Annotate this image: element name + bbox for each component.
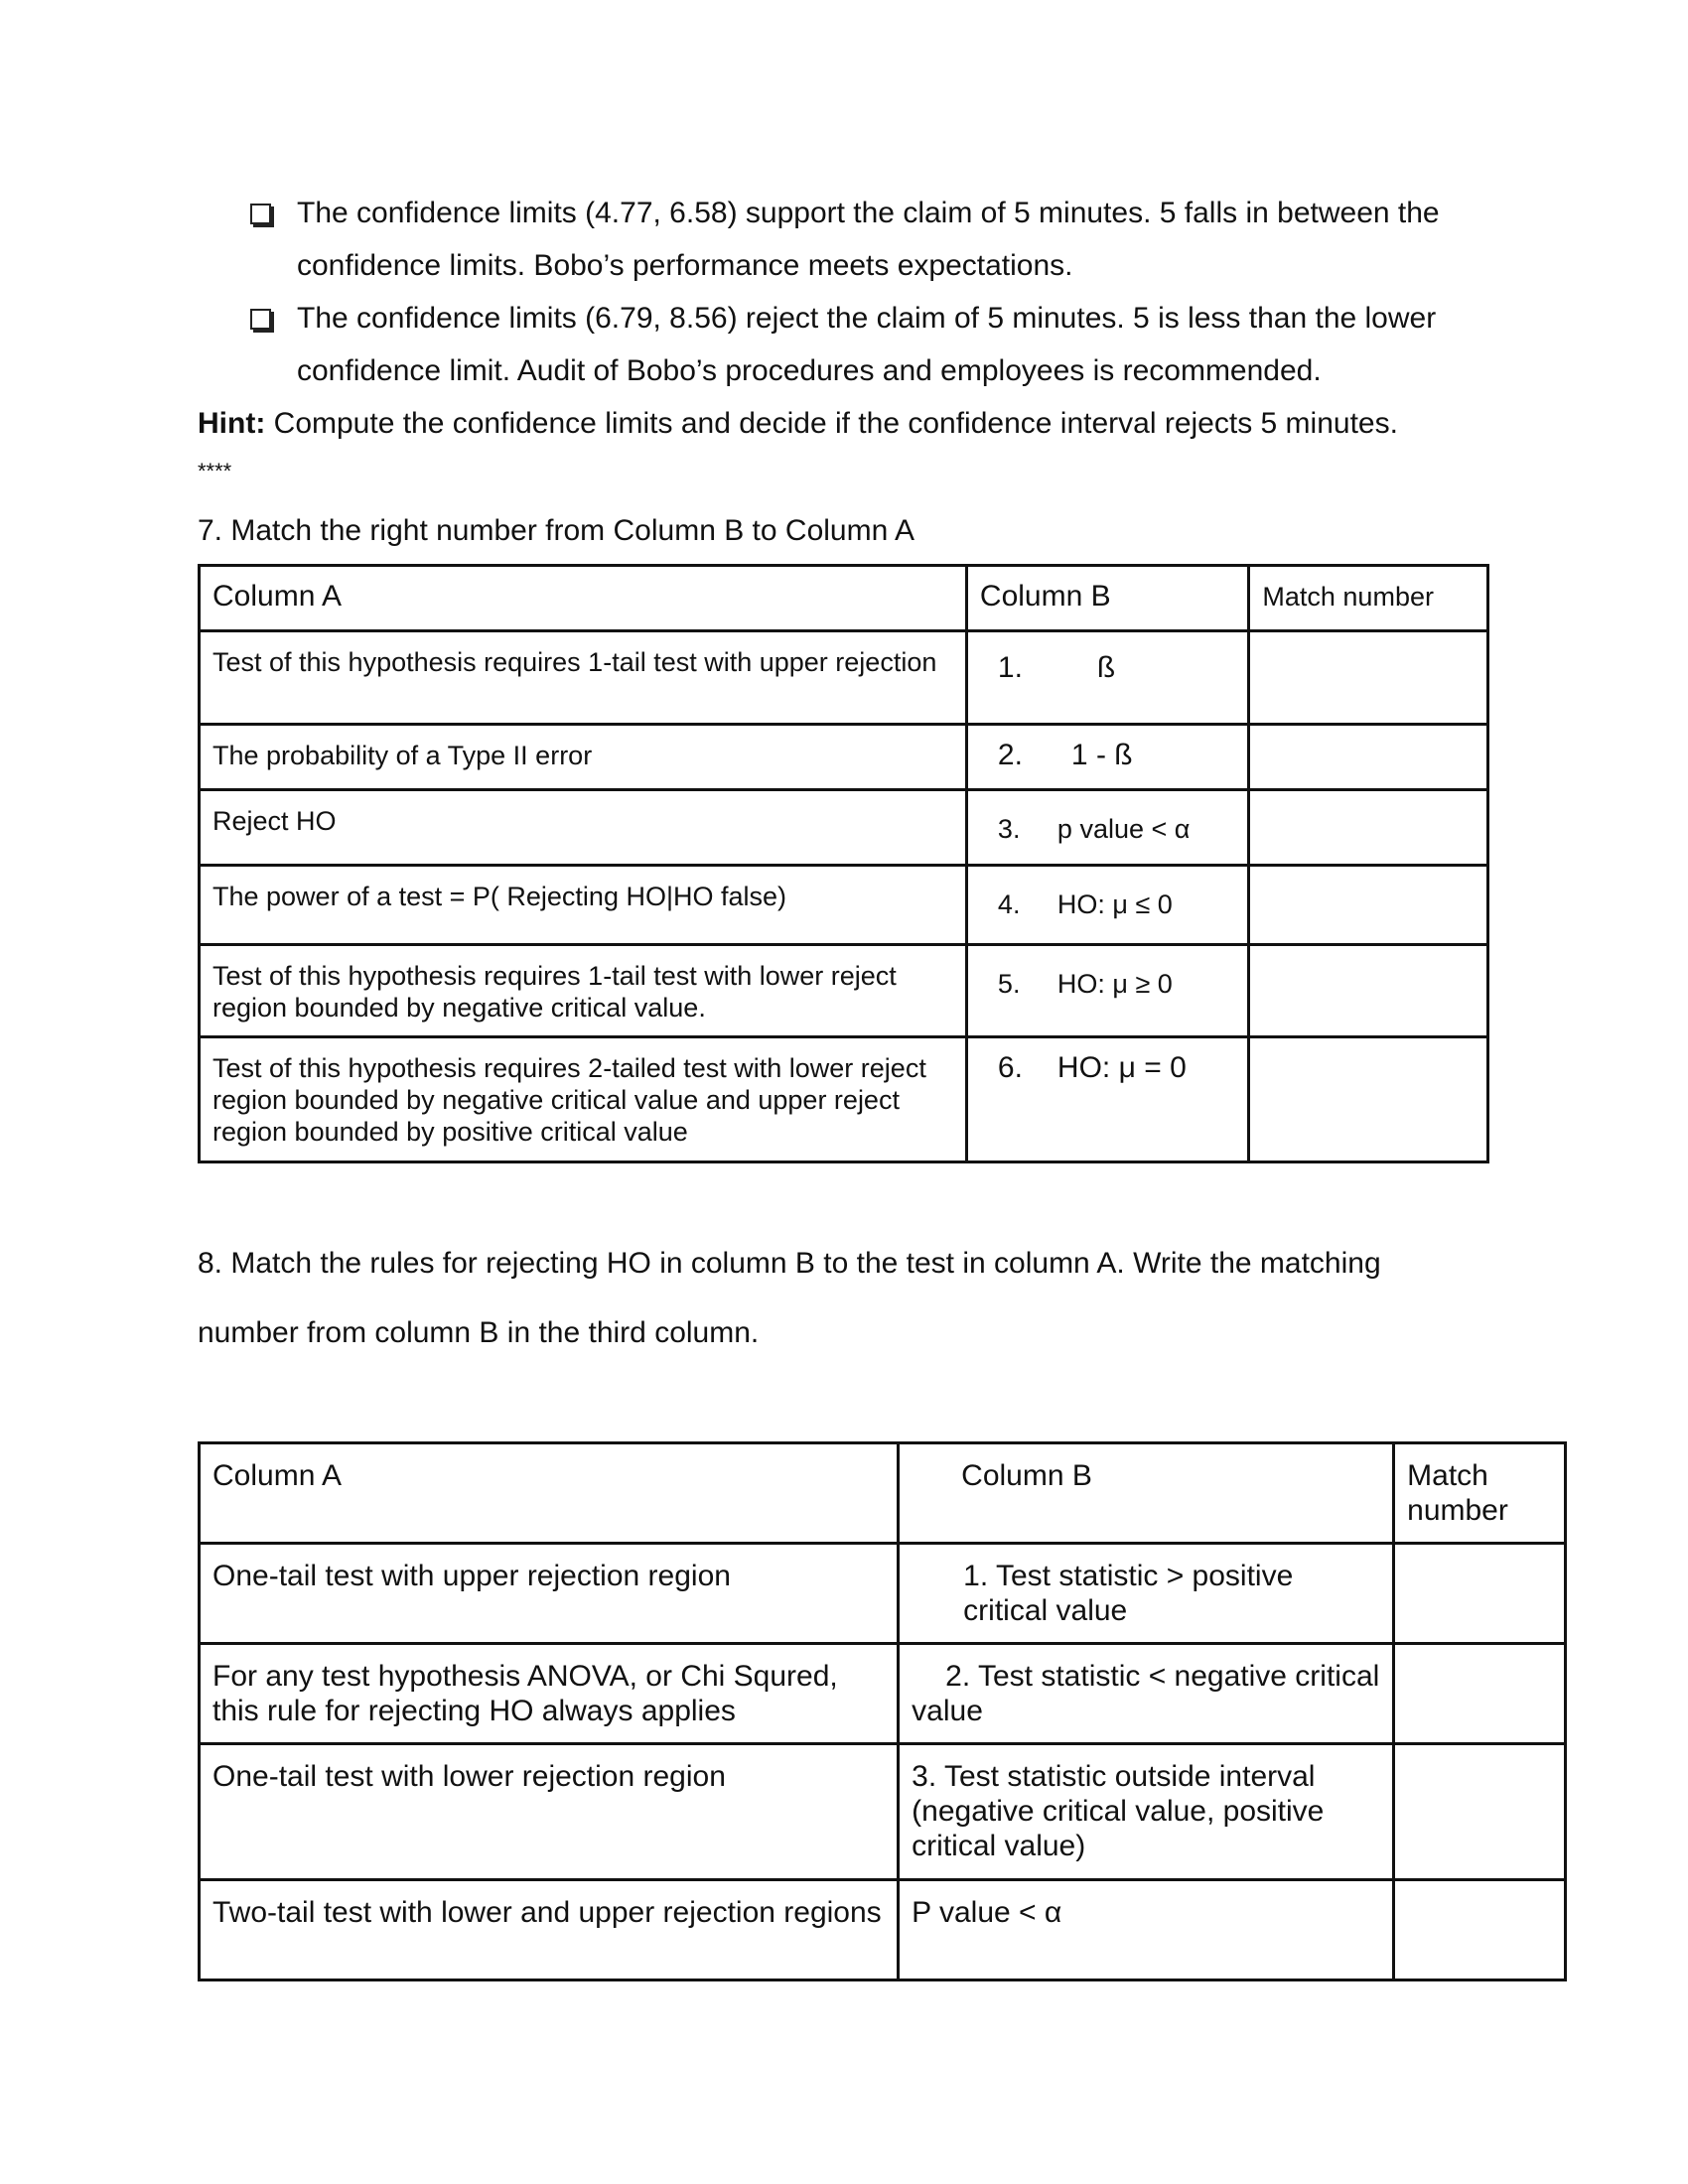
q7-cell-b xyxy=(966,790,1248,866)
q7-cell-a: Reject HO xyxy=(200,790,967,866)
q7-cell-b xyxy=(966,1037,1248,1162)
option-1-text xyxy=(297,187,1501,292)
option-1 xyxy=(250,195,1501,300)
q7-cell-b xyxy=(966,866,1248,945)
table-row xyxy=(200,866,1488,945)
checkbox-icon[interactable] xyxy=(250,309,271,330)
table-row xyxy=(200,1880,1566,1980)
q7-cell-b-text: 1 - ß xyxy=(1070,739,1133,771)
table-row xyxy=(200,725,1488,790)
option-2-text xyxy=(297,292,1501,397)
q7-title: 7. Match the right number from Column B to Column A xyxy=(198,514,914,547)
q8-cell-b: 3. Test statistic outside interval (negative critical value, positive critical value) xyxy=(899,1744,1394,1880)
table-row xyxy=(200,790,1488,866)
table-row xyxy=(200,1037,1488,1162)
table-row xyxy=(200,1544,1566,1644)
q8-cell-a: One-tail test with lower rejection region xyxy=(200,1744,899,1880)
q8-line1: 8. Match the rules for rejecting HO in column B to the test in column A. Write the matching xyxy=(198,1247,1381,1280)
q7-cell-a: Test of this hypothesis requires 2-tailed test with lower reject region bounded by negative critical value and upper reject region bounded by positive critical value xyxy=(200,1037,967,1162)
q8-header-row xyxy=(200,1443,1566,1544)
q8-cell-b: P value < α xyxy=(899,1880,1394,1980)
q7-header-col-b: Column B xyxy=(966,566,1248,631)
q8-match-cell[interactable] xyxy=(1394,1644,1566,1744)
q7-match-cell[interactable] xyxy=(1249,725,1488,790)
q7-cell-b-text: HO: μ ≥ 0 xyxy=(1056,969,1173,999)
q8-cell-a: One-tail test with upper rejection region xyxy=(200,1544,899,1644)
q8-cell-b: 1. Test statistic > positive critical value xyxy=(899,1544,1394,1644)
option-1-line1: The confidence limits (4.77, 6.58) support the claim of 5 minutes. 5 falls in between the xyxy=(297,197,1440,229)
q7-match-cell[interactable] xyxy=(1249,790,1488,866)
table-row xyxy=(200,1744,1566,1880)
q7-cell-b-text: p value < α xyxy=(1056,814,1191,844)
q8-header-col-a: Column A xyxy=(200,1443,899,1544)
q7-cell-b xyxy=(966,631,1248,725)
option-1-line2: confidence limits. Bobo’s performance meets expectations. xyxy=(297,249,1073,282)
q8-cell-a: Two-tail test with lower and upper rejection regions xyxy=(200,1880,899,1980)
q7-cell-b-num: 2. xyxy=(997,739,1023,771)
q7-match-cell[interactable] xyxy=(1249,631,1488,725)
separator: **** xyxy=(198,459,232,483)
q7-match-cell[interactable] xyxy=(1249,1037,1488,1162)
q8-cell-b: 2. Test statistic < negative critical value xyxy=(899,1644,1394,1744)
q8-table xyxy=(198,1441,1567,1981)
q7-cell-b xyxy=(966,725,1248,790)
option-2-line1: The confidence limits (6.79, 8.56) reject the claim of 5 minutes. 5 is less than the lower xyxy=(297,302,1437,335)
q7-table xyxy=(198,564,1489,1163)
q7-cell-a: The power of a test = P( Rejecting HO|HO false) xyxy=(200,866,967,945)
q7-header-match: Match number xyxy=(1249,566,1488,631)
hint-text: Compute the confidence limits and decide if the confidence interval rejects 5 minutes. xyxy=(265,407,1398,440)
q7-cell-b-num: 3. xyxy=(997,814,1021,844)
hint-line xyxy=(198,405,1508,443)
q7-cell-b-text: ß xyxy=(1096,651,1116,684)
q7-cell-b-num: 6. xyxy=(997,1051,1023,1084)
q8-header-col-b: Column B xyxy=(899,1443,1394,1544)
table-row xyxy=(200,631,1488,725)
table-row xyxy=(200,1644,1566,1744)
q8-match-cell[interactable] xyxy=(1394,1880,1566,1980)
q8-instructions xyxy=(198,1229,1508,1368)
q7-header-col-a: Column A xyxy=(200,566,967,631)
q7-cell-b-text: HO: μ = 0 xyxy=(1056,1051,1187,1084)
q7-cell-a: The probability of a Type II error xyxy=(200,725,967,790)
q8-cell-a: For any test hypothesis ANOVA, or Chi Squred, this rule for rejecting HO always applies xyxy=(200,1644,899,1744)
q7-cell-b-text: HO: μ ≤ 0 xyxy=(1056,889,1173,919)
q7-cell-b-num: 1. xyxy=(997,651,1023,684)
q7-cell-a: Test of this hypothesis requires 1-tail test with upper rejection xyxy=(200,631,967,725)
q7-cell-a: Test of this hypothesis requires 1-tail test with lower reject region bounded by negative critical value. xyxy=(200,945,967,1037)
table-row xyxy=(200,945,1488,1037)
option-2-line2: confidence limit. Audit of Bobo’s procedures and employees is recommended. xyxy=(297,354,1322,387)
q7-cell-b xyxy=(966,945,1248,1037)
q8-line2: number from column B in the third column. xyxy=(198,1316,760,1349)
hint-label: Hint: xyxy=(198,407,266,440)
option-2 xyxy=(250,300,1501,405)
q8-match-cell[interactable] xyxy=(1394,1744,1566,1880)
q7-match-cell[interactable] xyxy=(1249,866,1488,945)
checkbox-icon[interactable] xyxy=(250,204,271,224)
q7-header-row xyxy=(200,566,1488,631)
q7-cell-b-num: 4. xyxy=(997,889,1021,919)
q7-match-cell[interactable] xyxy=(1249,945,1488,1037)
q7-cell-b-num: 5. xyxy=(997,969,1021,999)
q8-match-cell[interactable] xyxy=(1394,1544,1566,1644)
q8-header-match: Match number xyxy=(1394,1443,1566,1544)
